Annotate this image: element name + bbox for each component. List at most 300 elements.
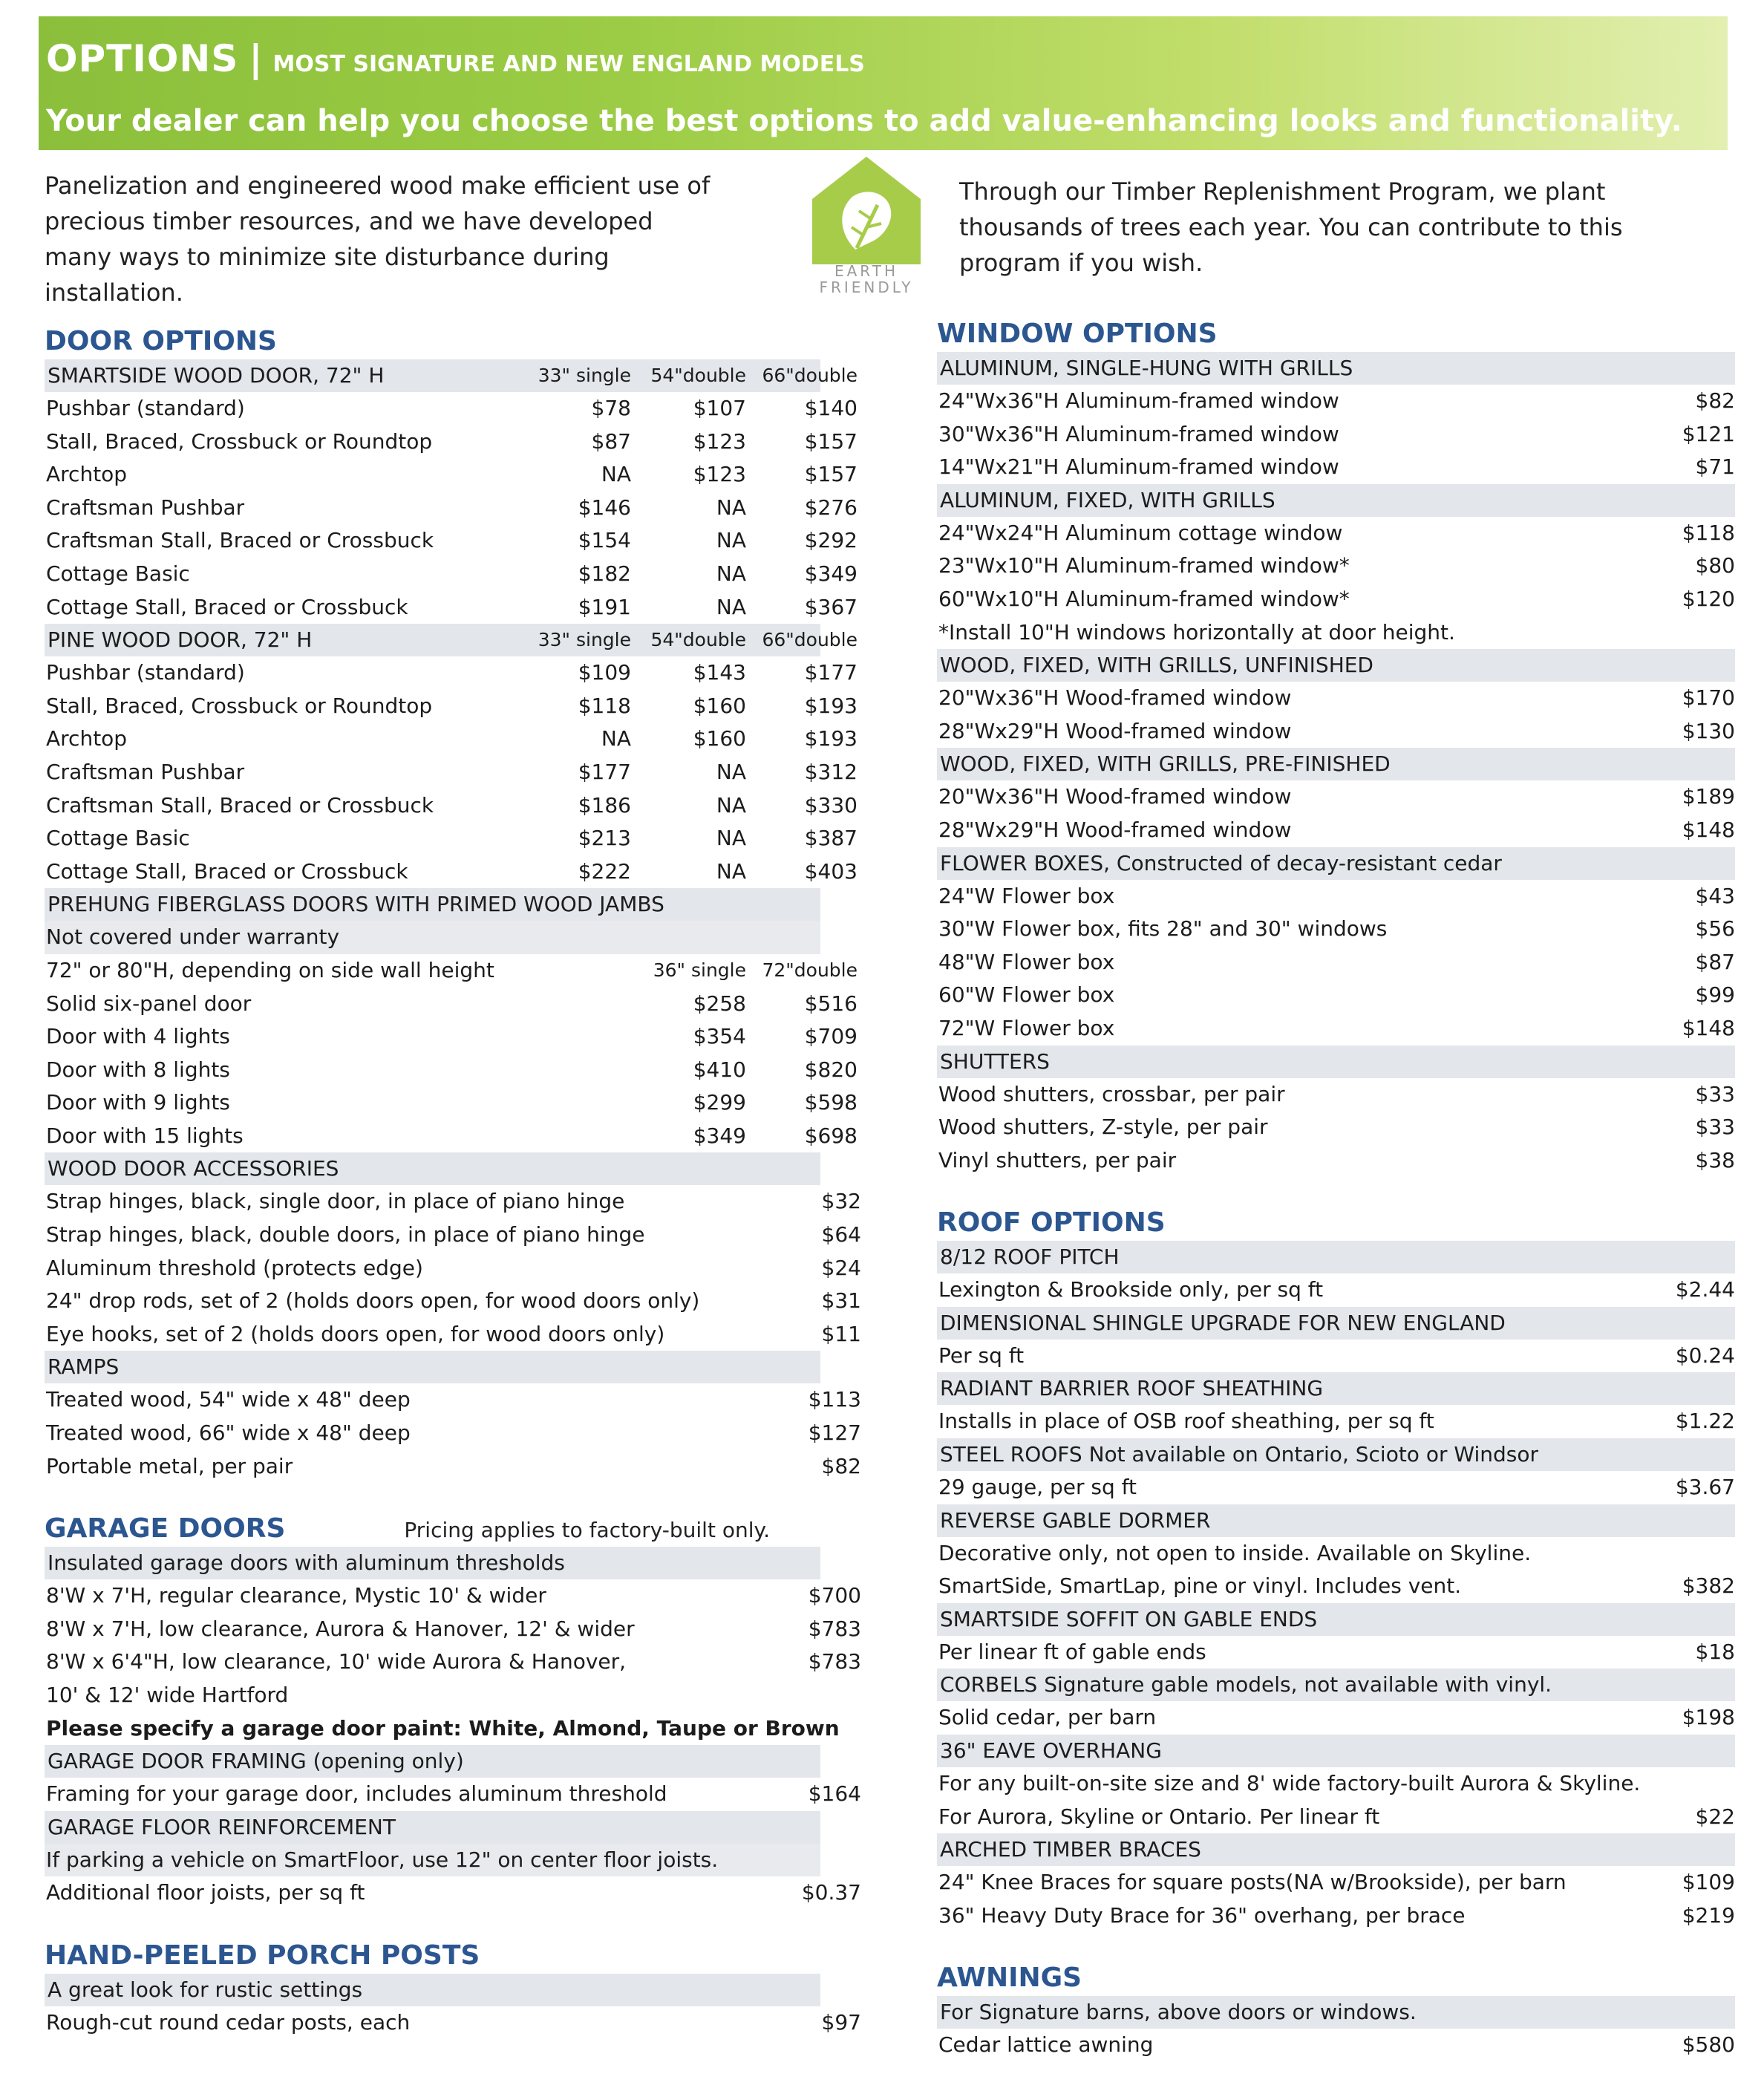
item-name: 24" drop rods, set of 2 (holds doors open, for wood doors only): [46, 1288, 700, 1314]
col-header: 72"double: [762, 959, 858, 981]
page-subtitle: MOST SIGNATURE AND NEW ENGLAND MODELS: [272, 51, 865, 77]
item-name: Lexington & Brookside only, per sq ft: [938, 1277, 1324, 1302]
item-name: 28"Wx29"H Wood-framed window: [938, 817, 1292, 842]
item-name: Pushbar (standard): [46, 396, 245, 420]
table-row: [45, 1876, 861, 1910]
price: $820: [804, 1057, 858, 1082]
group-header: [937, 847, 1735, 880]
item-name: Per linear ft of gable ends: [938, 1639, 1206, 1664]
table-row: [45, 1120, 858, 1153]
table-row: [45, 822, 858, 855]
table-row: [937, 1570, 1735, 1603]
table-row: [45, 1613, 861, 1646]
group-label: 8/12 ROOF PITCH: [940, 1245, 1120, 1270]
group-label: 36" EAVE OVERHANG: [940, 1738, 1162, 1764]
price: $516: [804, 991, 858, 1016]
table-row: [937, 616, 1735, 650]
col-header: 66"double: [762, 629, 858, 651]
group-header: [937, 1372, 1735, 1405]
group-header: [937, 1307, 1735, 1340]
price: $1.22: [1675, 1409, 1735, 1434]
banner-tagline: Your dealer can help you choose the best options to add value-enhancing looks and functionality.: [46, 104, 1682, 138]
price: $127: [808, 1420, 861, 1446]
item-name: Wood shutters, crossbar, per pair: [938, 1081, 1285, 1106]
awnings-title: AWNINGS: [937, 1963, 1082, 1994]
table-row: [45, 789, 858, 823]
table-row: [45, 1778, 861, 1811]
item-name: Decorative only, not open to inside. Available on Skyline.: [938, 1540, 1532, 1565]
price: $193: [804, 693, 858, 718]
badge-line-2: FRIENDLY: [819, 278, 914, 296]
price: $367: [804, 594, 858, 619]
table-row: [45, 1318, 861, 1351]
item-name: Installs in place of OSB roof sheathing, per sq ft: [938, 1409, 1434, 1434]
price: $2.44: [1675, 1277, 1735, 1302]
table-row: [45, 1450, 861, 1484]
price: $164: [808, 1781, 861, 1807]
price: $78: [591, 396, 631, 420]
price: $32: [821, 1189, 861, 1214]
item-name: 8'W x 7'H, low clearance, Aurora & Hanover, 12' & wider: [46, 1616, 635, 1641]
header-banner: [39, 16, 1728, 150]
price: $276: [804, 495, 858, 520]
table-row: [937, 385, 1735, 418]
price: NA: [716, 561, 746, 586]
table-row: [937, 1801, 1735, 1834]
floor-note: If parking a vehicle on SmartFloor, use 12" on center floor joists.: [45, 1844, 820, 1877]
item-name: Cottage Stall, Braced or Crossbuck: [46, 858, 408, 884]
price: NA: [716, 594, 746, 619]
table-row: [937, 979, 1735, 1012]
item-name: 60"W Flower box: [938, 982, 1115, 1008]
item-name: 72"W Flower box: [938, 1015, 1115, 1040]
price: $598: [804, 1090, 858, 1115]
price: $177: [804, 660, 858, 685]
table-row: [937, 1405, 1735, 1438]
window-groups: [937, 352, 1735, 1177]
item-name: Strap hinges, black, single door, in place of piano hinge: [46, 1189, 625, 1214]
price: $783: [808, 1649, 861, 1674]
floor-label: GARAGE FLOOR REINFORCEMENT: [48, 1814, 396, 1839]
item-name: Treated wood, 66" wide x 48" deep: [46, 1420, 411, 1446]
price: $120: [1682, 586, 1735, 611]
item-name: Vinyl shutters, per pair: [938, 1147, 1177, 1172]
table-row: [45, 690, 858, 723]
price: $299: [693, 1090, 746, 1115]
item-name: Door with 9 lights: [46, 1090, 230, 1115]
table-row: [937, 1866, 1735, 1899]
price: $123: [693, 462, 746, 487]
item-name: Stall, Braced, Crossbuck or Roundtop: [46, 428, 433, 454]
table-row: [937, 1111, 1735, 1144]
group-header: [937, 352, 1735, 385]
door-options-title: DOOR OPTIONS: [45, 326, 277, 356]
price: NA: [601, 726, 631, 751]
group-label: SMARTSIDE SOFFIT ON GABLE ENDS: [940, 1606, 1318, 1631]
price: $130: [1682, 718, 1735, 743]
price: $349: [804, 561, 858, 586]
price: $198: [1682, 1705, 1735, 1730]
fiberglass-header: [45, 888, 820, 921]
table-row: [937, 1340, 1735, 1373]
price: $580: [1682, 2032, 1735, 2058]
table-row: [45, 1417, 861, 1450]
item-name: 48"W Flower box: [938, 949, 1115, 974]
price: $349: [693, 1123, 746, 1148]
item-name: Aluminum threshold (protects edge): [46, 1255, 423, 1280]
price: $87: [1695, 949, 1735, 974]
group-label: SHUTTERS: [940, 1048, 1050, 1074]
item-name: Craftsman Pushbar: [46, 759, 245, 784]
awnings-note-text: For Signature barns, above doors or windows.: [940, 2000, 1417, 2025]
item-name: Treated wood, 54" wide x 48" deep: [46, 1387, 411, 1412]
earth-friendly-badge: [796, 153, 937, 313]
table-row: [45, 524, 858, 558]
col-header: 54"double: [650, 629, 746, 651]
table-row: [45, 988, 858, 1021]
table-row: [937, 549, 1735, 583]
window-options-title: WINDOW OPTIONS: [937, 319, 1218, 349]
price: $99: [1695, 982, 1735, 1008]
price: $213: [578, 826, 631, 851]
group-header: [937, 1504, 1735, 1537]
price: $71: [1695, 454, 1735, 480]
table-row: [45, 1679, 820, 1712]
price: $410: [693, 1057, 746, 1082]
price: $219: [1682, 1902, 1735, 1928]
col-header: 54"double: [650, 365, 746, 386]
table-row: [45, 392, 858, 425]
col-header: 33" single: [538, 365, 631, 386]
item-name: Solid cedar, per barn: [938, 1705, 1157, 1730]
item-name: 10' & 12' wide Hartford: [46, 1683, 289, 1707]
price: $698: [804, 1123, 858, 1148]
table-row: [45, 1086, 858, 1120]
price: $148: [1682, 817, 1735, 842]
item-name: Door with 8 lights: [46, 1057, 230, 1082]
group-header: [937, 1603, 1735, 1636]
table-row: [45, 1020, 858, 1054]
price: $258: [693, 991, 746, 1016]
table-row: [45, 1054, 858, 1087]
item-name: 30"Wx36"H Aluminum-framed window: [938, 421, 1339, 446]
badge-line-1: EARTH: [834, 262, 898, 280]
group-header: [937, 1046, 1735, 1078]
porch-note-text: A great look for rustic settings: [48, 1977, 363, 2002]
house-leaf-icon: [811, 153, 922, 275]
table-row: [45, 756, 858, 789]
price: NA: [716, 528, 746, 553]
item-name: Craftsman Pushbar: [46, 495, 245, 520]
item-name: SmartSide, SmartLap, pine or vinyl. Includes vent.: [938, 1573, 1462, 1599]
item-name: 24"Wx36"H Aluminum-framed window: [938, 388, 1339, 413]
price: $22: [1695, 1804, 1735, 1829]
price: $113: [808, 1387, 861, 1412]
group-label: DIMENSIONAL SHINGLE UPGRADE FOR NEW ENGLAND: [940, 1310, 1506, 1335]
price: $82: [1695, 388, 1735, 413]
item-name: Archtop: [46, 726, 128, 751]
table-row: [937, 1144, 1735, 1178]
paint-note: Please specify a garage door paint: White, Almond, Taupe or Brown: [46, 1715, 840, 1741]
item-name: Solid six-panel door: [46, 991, 252, 1016]
price: $312: [804, 759, 858, 784]
table-row: [937, 1701, 1735, 1735]
table-row: [45, 1645, 861, 1679]
price: $157: [804, 462, 858, 487]
fiberglass-label: PREHUNG FIBERGLASS DOORS WITH PRIMED WOOD JAMBS: [48, 892, 664, 917]
item-name: 30"W Flower box, fits 28" and 30" windows: [938, 916, 1388, 942]
height-note: 72" or 80"H, depending on side wall height: [46, 957, 494, 982]
item-name: Additional floor joists, per sq ft: [46, 1880, 365, 1905]
table-row: [937, 1537, 1735, 1570]
price: $160: [693, 693, 746, 718]
item-name: 28"Wx29"H Wood-framed window: [938, 718, 1292, 743]
price: $783: [808, 1616, 861, 1641]
framing-header: [45, 1745, 820, 1778]
group-header: [937, 1241, 1735, 1273]
col-header: 33" single: [538, 629, 631, 651]
item-name: Door with 4 lights: [46, 1024, 230, 1049]
item-name: For any built-on-site size and 8' wide factory-built Aurora & Skyline.: [938, 1771, 1641, 1796]
item-name: Stall, Braced, Crossbuck or Roundtop: [46, 693, 433, 718]
item-name: 24" Knee Braces for square posts(NA w/Brookside), per barn: [938, 1870, 1567, 1895]
item-name: 8'W x 7'H, regular clearance, Mystic 10' & wider: [46, 1583, 546, 1608]
table-row: [45, 722, 858, 756]
item-name: Rough-cut round cedar posts, each: [46, 2009, 411, 2035]
col-header: 36" single: [653, 959, 746, 981]
item-name: Craftsman Stall, Braced or Crossbuck: [46, 792, 434, 818]
table-row: [45, 425, 858, 459]
price: $38: [1695, 1147, 1735, 1172]
pine-rows: [45, 656, 858, 888]
price: $403: [804, 858, 858, 884]
table-row: [45, 855, 858, 889]
price: $222: [578, 858, 631, 884]
garage-doors-heading: GARAGE DOORS: [45, 1513, 286, 1544]
price: $123: [693, 428, 746, 454]
price: $11: [821, 1321, 861, 1346]
group-label: STEEL ROOFS Not available on Ontario, Scioto or Windsor: [940, 1442, 1538, 1467]
floor-header: [45, 1811, 820, 1844]
price: $43: [1695, 883, 1735, 908]
item-name: Cedar lattice awning: [938, 2032, 1154, 2058]
table-row: [937, 2029, 1735, 2062]
fiberglass-col-header-row: [45, 954, 858, 988]
pine-header: [45, 624, 858, 656]
price: $33: [1695, 1081, 1735, 1106]
table-row: [937, 1012, 1735, 1046]
table-row: [45, 558, 858, 591]
price: $354: [693, 1024, 746, 1049]
page-title: OPTIONS: [46, 37, 239, 80]
item-name: Cottage Basic: [46, 826, 190, 851]
group-label: FLOWER BOXES, Constructed of decay-resistant cedar: [940, 850, 1502, 875]
price: NA: [716, 826, 746, 851]
table-row: [45, 1252, 861, 1285]
item-name: Strap hinges, black, double doors, in place of piano hinge: [46, 1222, 645, 1247]
price: $80: [1695, 553, 1735, 578]
table-row: [937, 1636, 1735, 1669]
table-row: [45, 458, 858, 492]
item-name: Portable metal, per pair: [46, 1453, 293, 1478]
price: $330: [804, 792, 858, 818]
porch-posts-note: [45, 1974, 820, 2006]
price: $157: [804, 428, 858, 454]
item-name: 24"Wx24"H Aluminum cottage window: [938, 520, 1343, 545]
group-header: [937, 1735, 1735, 1767]
group-label: WOOD, FIXED, WITH GRILLS, PRE-FINISHED: [940, 751, 1391, 777]
price: NA: [716, 792, 746, 818]
table-row: [937, 1767, 1735, 1801]
group-label: ARCHED TIMBER BRACES: [940, 1837, 1201, 1862]
intro-right-text: Through our Timber Replenishment Program, we plant thousands of trees each year. You can contribute to this program if you wish.: [959, 177, 1623, 277]
item-name: 29 gauge, per sq ft: [938, 1475, 1137, 1500]
item-name: 60"Wx10"H Aluminum-framed window*: [938, 586, 1350, 611]
banner-title-line: [46, 37, 865, 80]
col-header: 66"double: [762, 365, 858, 386]
group-header: [937, 1668, 1735, 1701]
item-name: For Aurora, Skyline or Ontario. Per linear ft: [938, 1804, 1380, 1829]
item-name: Per sq ft: [938, 1343, 1025, 1368]
price: NA: [601, 462, 631, 487]
item-name: 23"Wx10"H Aluminum-framed window*: [938, 553, 1350, 578]
price: $700: [808, 1583, 861, 1608]
insulated-header: [45, 1547, 820, 1579]
price: $160: [693, 726, 746, 751]
item-name: Framing for your garage door, includes aluminum threshold: [46, 1781, 667, 1807]
smartside-header: [45, 359, 858, 392]
item-name: 14"Wx21"H Aluminum-framed window: [938, 454, 1339, 480]
price: $191: [578, 594, 631, 619]
price: $31: [821, 1288, 861, 1314]
price: $0.37: [801, 1880, 861, 1905]
item-name: 20"Wx36"H Wood-framed window: [938, 784, 1292, 809]
group-label: RADIANT BARRIER ROOF SHEATHING: [940, 1376, 1324, 1401]
group-label: ALUMINUM, FIXED, WITH GRILLS: [940, 487, 1275, 512]
price: NA: [716, 858, 746, 884]
table-row: [45, 656, 858, 690]
item-name: Cottage Basic: [46, 561, 190, 586]
price: $56: [1695, 916, 1735, 942]
table-row: [937, 1273, 1735, 1307]
accessories-header: [45, 1152, 820, 1185]
group-label: CORBELS Signature gable models, not available with vinyl.: [940, 1672, 1552, 1697]
item-name: Eye hooks, set of 2 (holds doors open, for wood doors only): [46, 1321, 665, 1346]
price: $154: [578, 528, 631, 553]
roof-options-title: ROOF OPTIONS: [937, 1207, 1166, 1239]
price: NA: [716, 759, 746, 784]
price: $121: [1682, 421, 1735, 446]
price: $292: [804, 528, 858, 553]
table-row: [937, 517, 1735, 550]
price: $64: [821, 1222, 861, 1247]
table-row: [937, 814, 1735, 847]
price: $109: [1682, 1870, 1735, 1895]
price: $186: [578, 792, 631, 818]
table-row: [937, 451, 1735, 484]
table-row: [937, 913, 1735, 946]
fiberglass-rows: [45, 988, 858, 1153]
price: $148: [1682, 1015, 1735, 1040]
pine-label: PINE WOOD DOOR, 72" H: [48, 627, 313, 653]
table-row: [937, 583, 1735, 616]
table-row: [45, 492, 858, 525]
price: $24: [821, 1255, 861, 1280]
table-row: [45, 2006, 861, 2040]
price: $109: [578, 660, 631, 685]
roof-groups: [937, 1241, 1735, 1932]
price: $3.67: [1675, 1475, 1735, 1500]
garage-pricing-note: Pricing applies to factory-built only.: [404, 1518, 770, 1543]
price: $97: [821, 2009, 861, 2035]
awnings-note: [937, 1996, 1735, 2029]
item-name: Archtop: [46, 462, 128, 487]
ramps-label: RAMPS: [48, 1354, 120, 1380]
table-row: [937, 1471, 1735, 1504]
framing-label: GARAGE DOOR FRAMING (opening only): [48, 1749, 464, 1774]
price: $0.24: [1675, 1343, 1735, 1368]
table-row: [937, 418, 1735, 451]
garage-doors-title: [45, 1511, 820, 1547]
table-row: [937, 715, 1735, 748]
table-row: [45, 1383, 861, 1417]
accessories-label: WOOD DOOR ACCESSORIES: [48, 1156, 339, 1181]
group-header: [937, 484, 1735, 517]
price: $382: [1682, 1573, 1735, 1599]
ramps-header: [45, 1351, 820, 1383]
table-row: [45, 1185, 861, 1219]
item-name: Door with 15 lights: [46, 1123, 244, 1148]
table-row: [45, 1285, 861, 1318]
group-label: WOOD, FIXED, WITH GRILLS, UNFINISHED: [940, 653, 1373, 678]
item-name: Wood shutters, Z-style, per pair: [938, 1115, 1268, 1140]
price: NA: [716, 495, 746, 520]
price: $146: [578, 495, 631, 520]
warranty-note: Not covered under warranty: [45, 921, 820, 954]
title-separator: |: [249, 37, 263, 80]
price: $118: [578, 693, 631, 718]
group-label: REVERSE GABLE DORMER: [940, 1507, 1211, 1533]
item-name: 36" Heavy Duty Brace for 36" overhang, per brace: [938, 1902, 1466, 1928]
table-row: [937, 1899, 1735, 1933]
price: $193: [804, 726, 858, 751]
badge-label: [796, 263, 937, 296]
left-column: [45, 319, 861, 2040]
table-row: [937, 880, 1735, 913]
item-name: Craftsman Stall, Braced or Crossbuck: [46, 528, 434, 553]
price: $143: [693, 660, 746, 685]
group-header: [937, 649, 1735, 682]
item-name: 20"Wx36"H Wood-framed window: [938, 685, 1292, 711]
item-name: 8'W x 6'4"H, low clearance, 10' wide Aurora & Hanover,: [46, 1649, 627, 1674]
table-row: [937, 1078, 1735, 1112]
price: $87: [591, 428, 631, 454]
price: $107: [693, 396, 746, 420]
table-row: [937, 946, 1735, 979]
price: $182: [578, 561, 631, 586]
price: $170: [1682, 685, 1735, 711]
price: $387: [804, 826, 858, 851]
price: $189: [1682, 784, 1735, 809]
price: $709: [804, 1024, 858, 1049]
price: $82: [821, 1453, 861, 1478]
intro-left-text: Panelization and engineered wood make efficient use of precious timber resources, and we have developed many ways to minimize site disturbance during installation.: [45, 172, 710, 307]
smartside-rows: [45, 392, 858, 624]
insulated-label: Insulated garage doors with aluminum thresholds: [48, 1550, 565, 1576]
table-row: [45, 591, 858, 624]
item-name: Cottage Stall, Braced or Crossbuck: [46, 594, 408, 619]
item-name: *Install 10"H windows horizontally at door height.: [938, 619, 1455, 645]
